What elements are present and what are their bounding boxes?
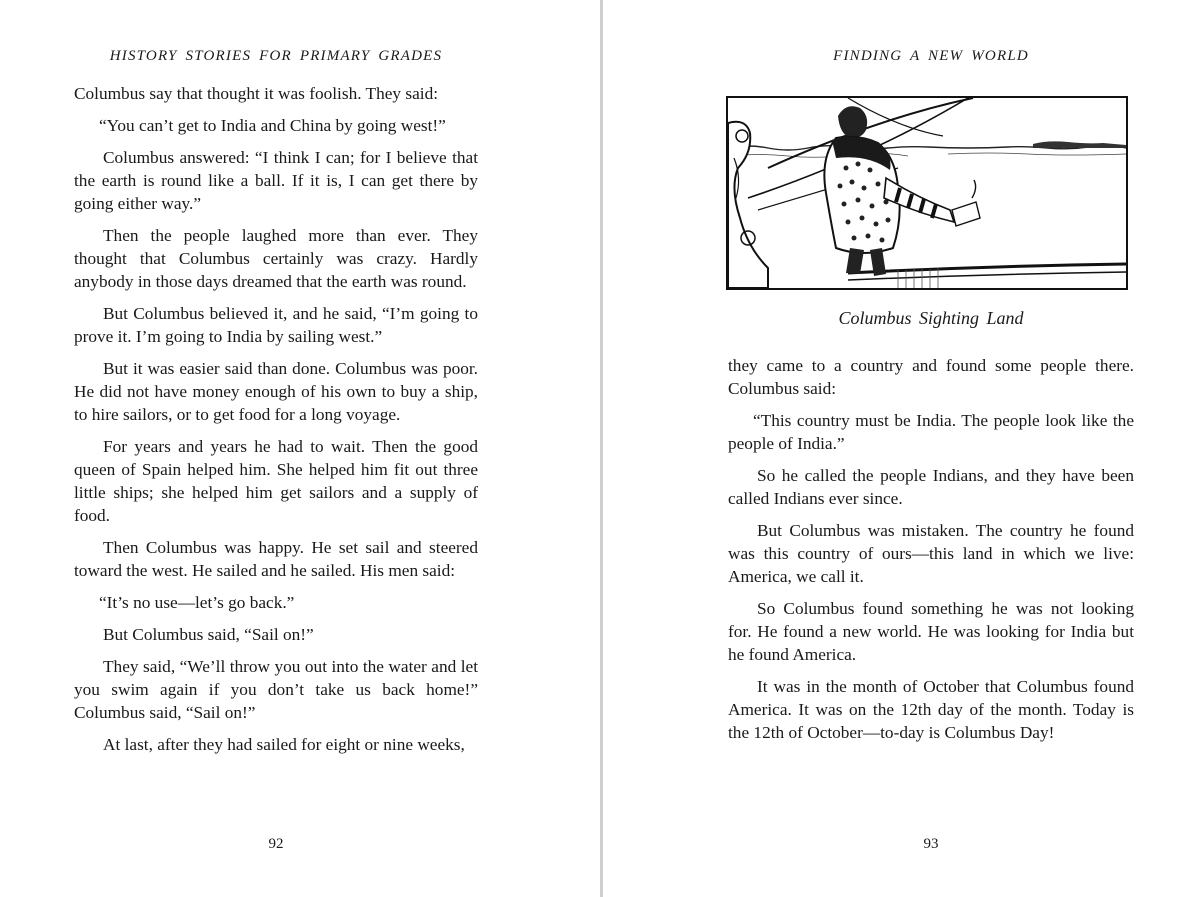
paragraph: But Columbus was mistaken. The country he found was this country of ours—this land in which we live: America, we call it. xyxy=(728,521,1134,586)
paragraph: “This country must be India. The people look like the people of India.” xyxy=(728,411,1134,453)
paragraph: They said, “We’ll throw you out into the water and let you swim again if you don’t take us back home!” Columbus said, “Sail on!” xyxy=(74,657,478,722)
paragraph: It was in the month of October that Columbus found America. It was on the 12th day of the month. Today is the 12th of October—to-day is Columbus Day! xyxy=(728,677,1134,742)
paragraph: Then the people laughed more than ever. They thought that Columbus certainly was crazy. Hardly anybody in those days dreamed that the earth was round. xyxy=(74,226,478,291)
paragraph: At last, after they had sailed for eight or nine weeks, xyxy=(103,735,465,754)
paragraph: “You can’t get to India and China by going west!” xyxy=(99,116,446,135)
paragraph: “It’s no use—let’s go back.” xyxy=(99,593,295,612)
right-page-body xyxy=(728,354,1134,753)
page-number-right: 93 xyxy=(923,836,939,852)
running-head-right: FINDING A NEW WORLD xyxy=(833,48,1029,64)
illustration-columbus xyxy=(726,96,1128,290)
paragraph: So he called the people Indians, and they have been called Indians ever since. xyxy=(728,466,1134,508)
paragraph: Then Columbus was happy. He set sail and steered toward the west. He sailed and he sailed. His men said: xyxy=(74,538,478,580)
gutter-divider xyxy=(600,0,603,897)
illustration-drawing xyxy=(728,98,1126,288)
paragraph: Columbus answered: “I think I can; for I believe that the earth is round like a ball. If it is, I can get there by going either way.” xyxy=(74,148,478,213)
paragraph: For years and years he had to wait. Then the good queen of Spain helped him. She helped him fit out three little ships; she helped him get sailors and a supply of food. xyxy=(74,437,478,525)
right-page xyxy=(728,0,1134,897)
page-number-left: 92 xyxy=(268,836,284,852)
paragraph: they came to a country and found some people there. Columbus said: xyxy=(728,356,1134,398)
paragraph: But Columbus believed it, and he said, “I’m going to prove it. I’m going to India by sailing west.” xyxy=(74,304,478,346)
illustration-caption: Columbus Sighting Land xyxy=(838,308,1024,328)
paragraph: But Columbus said, “Sail on!” xyxy=(103,625,314,644)
left-page-body xyxy=(74,82,478,765)
paragraph: But it was easier said than done. Columbus was poor. He did not have money enough of his own to buy a ship, to hire sailors, or to get food for a long voyage. xyxy=(74,359,478,424)
paragraph: Columbus say that thought it was foolish. They said: xyxy=(74,84,439,103)
paragraph: So Columbus found something he was not looking for. He found a new world. He was looking for India but he found America. xyxy=(728,599,1134,664)
left-page xyxy=(74,0,478,897)
running-head-left: HISTORY STORIES FOR PRIMARY GRADES xyxy=(109,48,443,64)
